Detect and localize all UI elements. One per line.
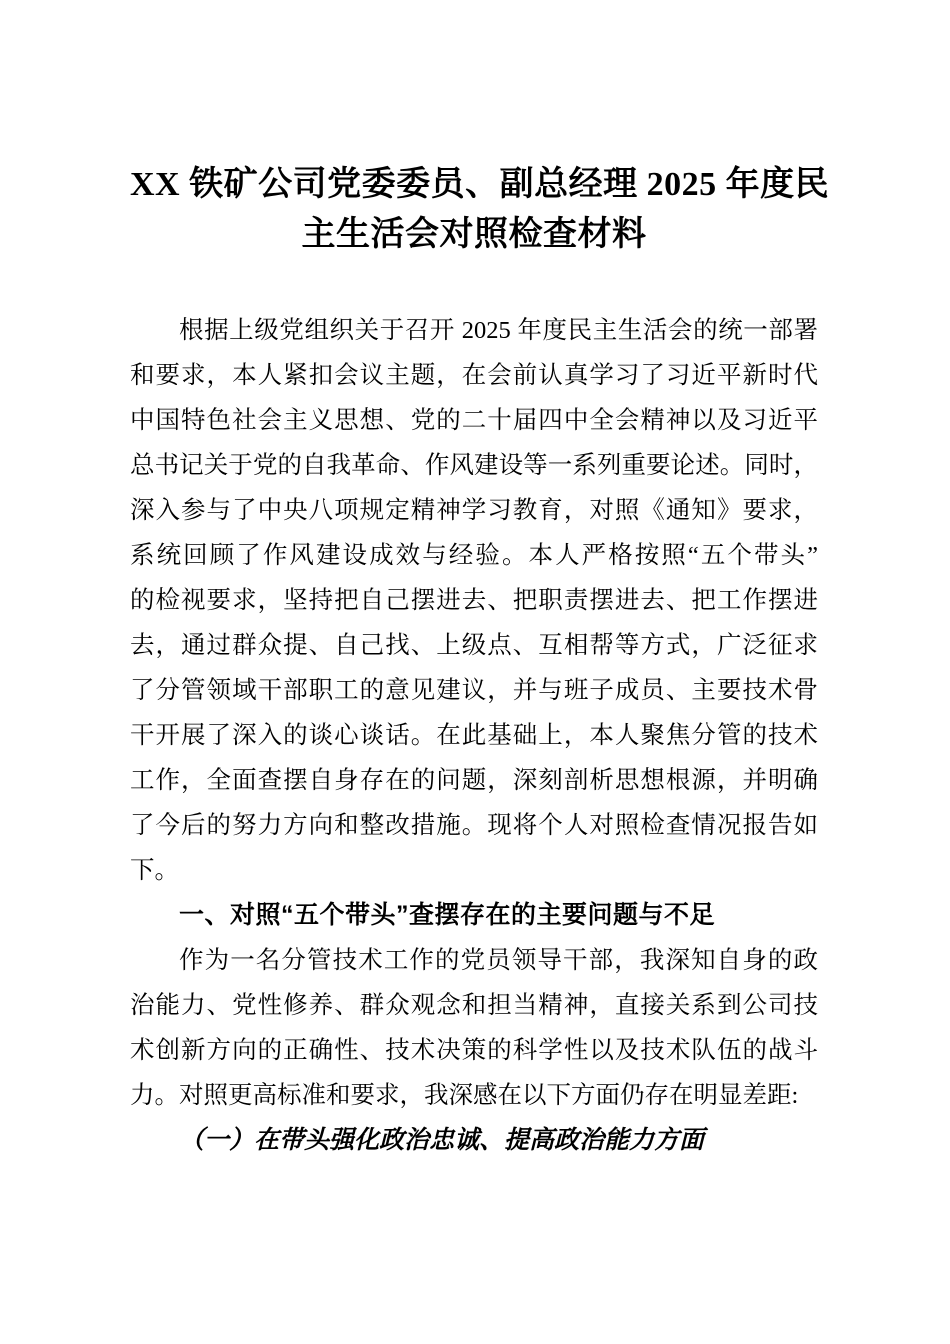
- section-heading: 一、对照“五个带头”查摆存在的主要问题与不足: [179, 901, 716, 929]
- body-line: 了分管领域干部职工的意见建议，并与班子成员、主要技术骨: [130, 677, 818, 704]
- body-line: 深入参与了中央八项规定精神学习教育，对照《通知》要求，: [130, 497, 818, 524]
- title-line: XX 铁矿公司党委委员、副总经理 2025 年度民: [130, 166, 830, 203]
- body-line: 去，通过群众提、自己找、上级点、互相帮等方式，广泛征求: [130, 632, 818, 659]
- body-line: 治能力、党性修养、群众观念和担当精神，直接关系到公司技: [130, 992, 818, 1019]
- document-content: [130, 0, 830, 1163]
- body-line: 和要求，本人紧扣会议主题，在会前认真学习了习近平新时代: [130, 362, 818, 389]
- title-line: 主生活会对照检查材料: [301, 216, 647, 253]
- body-line: 力。对照更高标准和要求，我深感在以下方面仍存在明显差距:: [130, 1082, 799, 1109]
- intro-paragraph: [130, 308, 818, 893]
- body-line: 总书记关于党的自我革命、作风建设等一系列重要论述。同时，: [130, 452, 818, 479]
- section-paragraph: [130, 938, 818, 1118]
- body-line: 干开展了深入的谈心谈话。在此基础上，本人聚焦分管的技术: [130, 722, 818, 749]
- document-title: [130, 160, 830, 260]
- body-line: 系统回顾了作风建设成效与经验。本人严格按照“五个带头”: [130, 542, 818, 569]
- body-line: 根据上级党组织关于召开 2025 年度民主生活会的统一部署: [179, 317, 818, 344]
- body-line: 工作，全面查摆自身存在的问题，深刻剖析思想根源，并明确: [130, 767, 818, 794]
- body-line: 下。: [130, 857, 179, 884]
- subsection-heading: （一）在带头强化政治忠诚、提高政治能力方面: [179, 1127, 705, 1154]
- body-line: 作为一名分管技术工作的党员领导干部，我深知自身的政: [179, 947, 818, 974]
- body-line: 术创新方向的正确性、技术决策的科学性以及技术队伍的战斗: [130, 1037, 818, 1064]
- body-line: 中国特色社会主义思想、党的二十届四中全会精神以及习近平: [130, 407, 818, 434]
- body-line: 了今后的努力方向和整改措施。现将个人对照检查情况报告如: [130, 812, 818, 839]
- body-line: 的检视要求，坚持把自己摆进去、把职责摆进去、把工作摆进: [130, 587, 818, 614]
